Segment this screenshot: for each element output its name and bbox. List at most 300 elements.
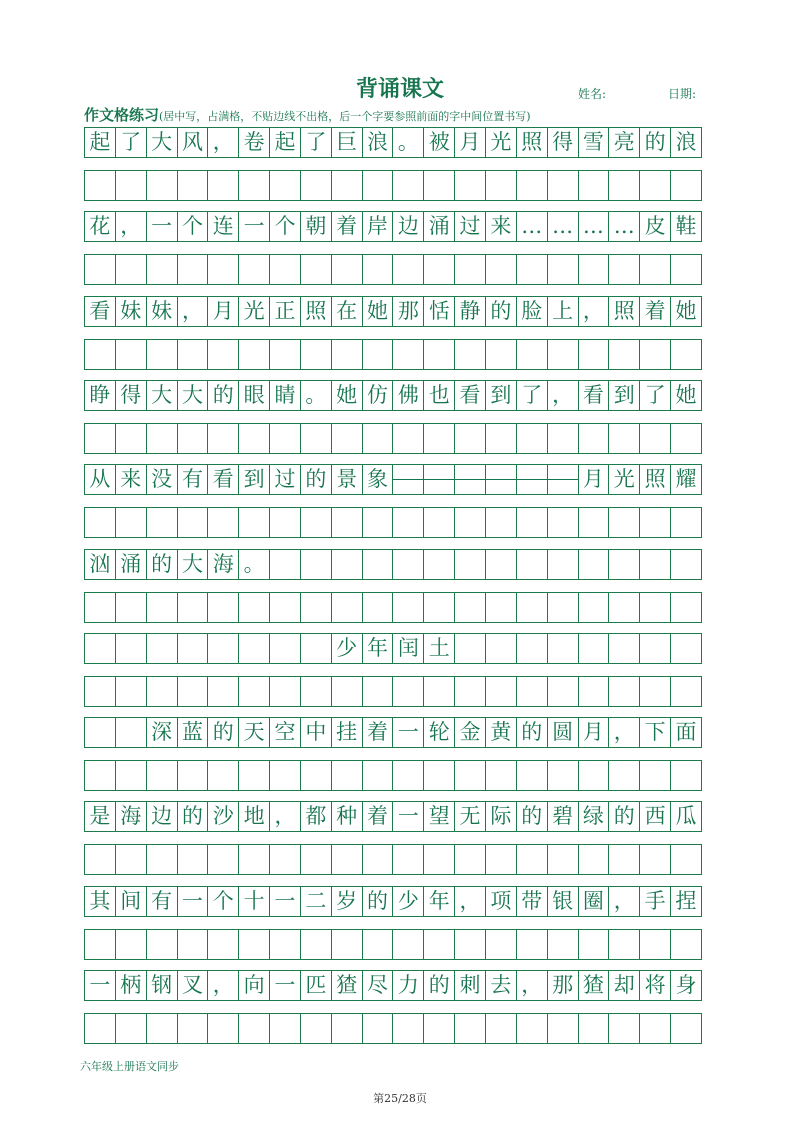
grid-cell: 风 (178, 128, 209, 157)
grid-cell: 蓝 (178, 718, 209, 747)
grid-cell: 都 (301, 802, 332, 831)
grid-cell (640, 171, 671, 200)
grid-cell (455, 508, 486, 537)
grid-cell: 了 (640, 381, 671, 410)
grid-cell: 的 (208, 381, 239, 410)
grid-cell (178, 761, 209, 790)
grid-cell (270, 340, 301, 369)
grid-cell (116, 718, 147, 747)
grid-cell: 浪 (363, 128, 394, 157)
grid-cell (116, 171, 147, 200)
grid-cell (178, 340, 209, 369)
grid-cell (517, 930, 548, 959)
grid-cell: 天 (239, 718, 270, 747)
grid-cell (486, 761, 517, 790)
grid-cell (332, 508, 363, 537)
grid-cell: ， (116, 212, 147, 241)
grid-cell: 她 (671, 297, 702, 326)
blank-row (84, 844, 702, 875)
date-label: 日期: (668, 87, 697, 101)
grid-cell: 在 (332, 297, 363, 326)
grid-cell: 间 (116, 887, 147, 916)
grid-cell (116, 593, 147, 622)
grid-cell (424, 761, 455, 790)
grid-cell (332, 424, 363, 453)
grid-cell (579, 424, 610, 453)
grid-cell (424, 508, 455, 537)
grid-cell (671, 550, 702, 579)
grid-cell: 浪 (671, 128, 702, 157)
grid-cell: 一 (147, 212, 178, 241)
grid-cell (116, 761, 147, 790)
grid-cell (116, 255, 147, 284)
grid-cell (424, 424, 455, 453)
grid-cell: 鞋 (671, 212, 702, 241)
grid-cell: 看 (208, 465, 239, 494)
grid-cell (393, 508, 424, 537)
grid-cell (332, 550, 363, 579)
grid-cell: 轮 (424, 718, 455, 747)
grid-cell: … (548, 212, 579, 241)
grid-cell (609, 1014, 640, 1043)
grid-cell: 她 (671, 381, 702, 410)
grid-cell (517, 550, 548, 579)
grid-cell (239, 634, 270, 663)
grid-cell (671, 1014, 702, 1043)
blank-row (84, 1013, 702, 1044)
text-row (84, 127, 702, 158)
grid-cell: 看 (85, 297, 116, 326)
grid-cell (301, 593, 332, 622)
grid-cell (609, 845, 640, 874)
grid-cell (393, 424, 424, 453)
grid-cell: 月 (208, 297, 239, 326)
grid-cell (486, 255, 517, 284)
text-row (84, 633, 702, 664)
grid-cell (270, 424, 301, 453)
grid-cell (363, 255, 394, 284)
grid-cell (363, 761, 394, 790)
grid-cell (671, 508, 702, 537)
grid-cell (208, 255, 239, 284)
blank-row (84, 929, 702, 960)
grid-cell (147, 634, 178, 663)
grid-cell: 脸 (517, 297, 548, 326)
grid-cell (178, 171, 209, 200)
grid-cell (208, 930, 239, 959)
grid-cell (548, 930, 579, 959)
grid-cell: 的 (486, 297, 517, 326)
grid-cell (393, 593, 424, 622)
grid-cell: 碧 (548, 802, 579, 831)
grid-cell (393, 677, 424, 706)
grid-cell (85, 593, 116, 622)
grid-cell: 叉 (178, 971, 209, 1000)
grid-cell: 了 (301, 128, 332, 157)
grid-cell: 一 (393, 718, 424, 747)
grid-cell: 手 (640, 887, 671, 916)
grid-cell (208, 508, 239, 537)
grid-cell: 的 (208, 718, 239, 747)
text-row (84, 211, 702, 242)
grid-cell (455, 424, 486, 453)
grid-cell: 向 (239, 971, 270, 1000)
grid-cell: 起 (270, 128, 301, 157)
grid-cell: 的 (363, 887, 394, 916)
grid-cell (116, 1014, 147, 1043)
grid-cell: 的 (640, 128, 671, 157)
grid-cell: 的 (147, 550, 178, 579)
grid-cell: 一 (178, 887, 209, 916)
grid-cell: … (609, 212, 640, 241)
grid-cell (85, 340, 116, 369)
grid-cell: 下 (640, 718, 671, 747)
grid-cell (640, 677, 671, 706)
grid-cell (609, 255, 640, 284)
grid-cell (671, 634, 702, 663)
grid-cell: 涌 (424, 212, 455, 241)
grid-cell: 了 (517, 381, 548, 410)
grid-cell (671, 930, 702, 959)
grid-cell (178, 634, 209, 663)
grid-cell: 眼 (239, 381, 270, 410)
grid-cell: 空 (270, 718, 301, 747)
grid-cell: 岸 (363, 212, 394, 241)
grid-cell (147, 424, 178, 453)
grid-cell (332, 761, 363, 790)
grid-cell (147, 255, 178, 284)
grid-cell (455, 550, 486, 579)
grid-cell (301, 1014, 332, 1043)
grid-cell (239, 930, 270, 959)
grid-cell (486, 424, 517, 453)
grid-cell (147, 340, 178, 369)
grid-cell (609, 634, 640, 663)
grid-cell: 的 (301, 465, 332, 494)
text-row (84, 296, 702, 327)
grid-cell (147, 761, 178, 790)
grid-cell (270, 761, 301, 790)
grid-cell (455, 255, 486, 284)
grid-cell (455, 677, 486, 706)
grid-cell: 却 (609, 971, 640, 1000)
grid-cell: 一 (393, 802, 424, 831)
grid-cell (363, 930, 394, 959)
grid-cell (486, 550, 517, 579)
grid-cell (178, 930, 209, 959)
grid-cell: 绿 (579, 802, 610, 831)
grid-cell: 其 (85, 887, 116, 916)
grid-cell (239, 593, 270, 622)
grid-cell (116, 634, 147, 663)
grid-cell: ， (548, 381, 579, 410)
grid-cell (116, 340, 147, 369)
grid-cell: 匹 (301, 971, 332, 1000)
grid-cell (486, 845, 517, 874)
grid-cell: 照 (640, 465, 671, 494)
grid-cell: 有 (147, 887, 178, 916)
grid-cell (579, 593, 610, 622)
grid-cell: 卷 (239, 128, 270, 157)
grid-cell: 到 (486, 381, 517, 410)
grid-cell (671, 340, 702, 369)
grid-cell (424, 677, 455, 706)
grid-cell: 圆 (548, 718, 579, 747)
grid-cell (332, 677, 363, 706)
grid-cell (301, 761, 332, 790)
grid-cell (640, 761, 671, 790)
grid-cell (548, 634, 579, 663)
grid-cell: 个 (270, 212, 301, 241)
grid-cell: 光 (609, 465, 640, 494)
grid-cell (548, 424, 579, 453)
grid-cell (424, 465, 455, 494)
grid-cell (147, 677, 178, 706)
grid-cell: 捏 (671, 887, 702, 916)
text-row (84, 970, 702, 1001)
grid-cell: 来 (116, 465, 147, 494)
grid-cell (609, 593, 640, 622)
grid-cell (517, 465, 548, 494)
blank-row (84, 676, 702, 707)
grid-cell: 个 (208, 887, 239, 916)
blank-row (84, 760, 702, 791)
grid-cell: 她 (332, 381, 363, 410)
grid-cell (393, 171, 424, 200)
grid-cell (671, 255, 702, 284)
grid-cell (363, 424, 394, 453)
grid-cell (208, 171, 239, 200)
grid-cell (85, 508, 116, 537)
grid-cell: 大 (147, 381, 178, 410)
grid-cell (85, 930, 116, 959)
grid-cell: 皮 (640, 212, 671, 241)
grid-cell (208, 1014, 239, 1043)
grid-cell (455, 340, 486, 369)
grid-cell: 巨 (332, 128, 363, 157)
grid-cell (393, 845, 424, 874)
grid-cell: ， (517, 971, 548, 1000)
grid-cell (609, 761, 640, 790)
grid-cell: ， (178, 297, 209, 326)
grid-cell (671, 593, 702, 622)
grid-cell: 一 (85, 971, 116, 1000)
grid-cell: 猹 (332, 971, 363, 1000)
grid-cell: 连 (208, 212, 239, 241)
grid-cell: 中 (301, 718, 332, 747)
grid-cell: 沙 (208, 802, 239, 831)
grid-cell (455, 761, 486, 790)
grid-cell (517, 340, 548, 369)
grid-cell (332, 1014, 363, 1043)
grid-cell (270, 845, 301, 874)
grid-cell (332, 593, 363, 622)
grid-cell: 佛 (393, 381, 424, 410)
grid-cell (393, 255, 424, 284)
grid-cell: 柄 (116, 971, 147, 1000)
grid-cell: 黄 (486, 718, 517, 747)
grid-cell: 岁 (332, 887, 363, 916)
grid-cell (208, 761, 239, 790)
name-label: 姓名: (578, 87, 607, 101)
grid-cell (208, 634, 239, 663)
grid-cell (579, 255, 610, 284)
grid-cell: 看 (579, 381, 610, 410)
grid-cell: 到 (609, 381, 640, 410)
grid-cell (579, 677, 610, 706)
grid-cell (486, 171, 517, 200)
blank-row (84, 170, 702, 201)
grid-cell: 花 (85, 212, 116, 241)
grid-cell (548, 761, 579, 790)
grid-cell (455, 634, 486, 663)
grid-cell (363, 1014, 394, 1043)
grid-cell: 没 (147, 465, 178, 494)
grid-cell: 身 (671, 971, 702, 1000)
grid-cell (147, 845, 178, 874)
grid-cell: 妹 (147, 297, 178, 326)
grid-cell (455, 465, 486, 494)
grid-cell: 过 (270, 465, 301, 494)
grid-cell: 望 (424, 802, 455, 831)
grid-cell (455, 930, 486, 959)
grid-cell: 海 (208, 550, 239, 579)
grid-cell (270, 508, 301, 537)
grid-cell: 少 (393, 887, 424, 916)
grid-cell (363, 550, 394, 579)
grid-cell: ， (609, 718, 640, 747)
grid-cell (147, 1014, 178, 1043)
grid-cell: 闰 (393, 634, 424, 663)
grid-cell (363, 340, 394, 369)
grid-cell (517, 508, 548, 537)
grid-cell (85, 424, 116, 453)
grid-cell (147, 171, 178, 200)
grid-cell: 月 (579, 465, 610, 494)
grid-cell (239, 1014, 270, 1043)
grid-cell: 雪 (579, 128, 610, 157)
grid-cell: ， (270, 802, 301, 831)
grid-cell (239, 845, 270, 874)
text-row (84, 801, 702, 832)
grid-cell (671, 761, 702, 790)
grid-cell (178, 255, 209, 284)
grid-cell (640, 424, 671, 453)
grid-cell: 瓜 (671, 802, 702, 831)
grid-cell: 的 (609, 802, 640, 831)
grid-cell (85, 171, 116, 200)
grid-cell: 着 (363, 718, 394, 747)
grid-cell (424, 340, 455, 369)
grid-cell (671, 171, 702, 200)
grid-cell (332, 930, 363, 959)
grid-cell (239, 761, 270, 790)
grid-cell (116, 845, 147, 874)
grid-cell (640, 550, 671, 579)
grid-cell (208, 845, 239, 874)
grid-cell: 无 (455, 802, 486, 831)
grid-cell: 妹 (116, 297, 147, 326)
grid-cell: 被 (424, 128, 455, 157)
grid-cell (393, 930, 424, 959)
grid-cell (363, 508, 394, 537)
grid-cell (301, 255, 332, 284)
exercise-subtitle (84, 104, 531, 125)
grid-cell: 仿 (363, 381, 394, 410)
grid-cell (393, 1014, 424, 1043)
grid-cell: 朝 (301, 212, 332, 241)
grid-cell (208, 593, 239, 622)
grid-cell: 少 (332, 634, 363, 663)
grid-cell: … (579, 212, 610, 241)
grid-cell (270, 677, 301, 706)
grid-cell (671, 845, 702, 874)
grid-cell: 照 (517, 128, 548, 157)
grid-cell: 年 (424, 887, 455, 916)
page-number: 第25/28页 (373, 1092, 427, 1105)
grid-cell (548, 255, 579, 284)
grid-cell (486, 1014, 517, 1043)
grid-cell (393, 340, 424, 369)
grid-cell (301, 340, 332, 369)
grid-cell (116, 677, 147, 706)
grid-cell: ， (455, 887, 486, 916)
grid-cell (517, 634, 548, 663)
grid-cell: 恬 (424, 297, 455, 326)
grid-cell: 那 (393, 297, 424, 326)
grid-cell (517, 424, 548, 453)
grid-cell (208, 424, 239, 453)
grid-cell (640, 1014, 671, 1043)
grid-cell (548, 508, 579, 537)
grid-cell (486, 465, 517, 494)
grid-cell: 大 (178, 550, 209, 579)
grid-cell: 面 (671, 718, 702, 747)
grid-cell: 光 (239, 297, 270, 326)
grid-cell (671, 677, 702, 706)
grid-cell (548, 677, 579, 706)
grid-cell (455, 171, 486, 200)
grid-cell (239, 424, 270, 453)
grid-cell: 挂 (332, 718, 363, 747)
grid-cell (270, 171, 301, 200)
grid-cell: 也 (424, 381, 455, 410)
grid-cell: 十 (239, 887, 270, 916)
grid-cell: 着 (332, 212, 363, 241)
grid-cell: 的 (517, 802, 548, 831)
grid-cell: 的 (517, 718, 548, 747)
blank-row (84, 423, 702, 454)
grid-cell (609, 424, 640, 453)
grid-cell: 光 (486, 128, 517, 157)
grid-cell (85, 677, 116, 706)
grid-cell: 际 (486, 802, 517, 831)
grid-cell: 一 (270, 971, 301, 1000)
grid-cell: 一 (239, 212, 270, 241)
grid-cell (640, 508, 671, 537)
grid-cell: 银 (548, 887, 579, 916)
grid-cell (579, 761, 610, 790)
grid-cell (424, 593, 455, 622)
grid-cell: 去 (486, 971, 517, 1000)
grid-cell (270, 634, 301, 663)
text-row (84, 549, 702, 580)
grid-cell: 年 (363, 634, 394, 663)
grid-cell: 得 (116, 381, 147, 410)
grid-cell (579, 634, 610, 663)
exercise-title: 作文格练习 (84, 106, 160, 124)
grid-cell (393, 465, 424, 494)
